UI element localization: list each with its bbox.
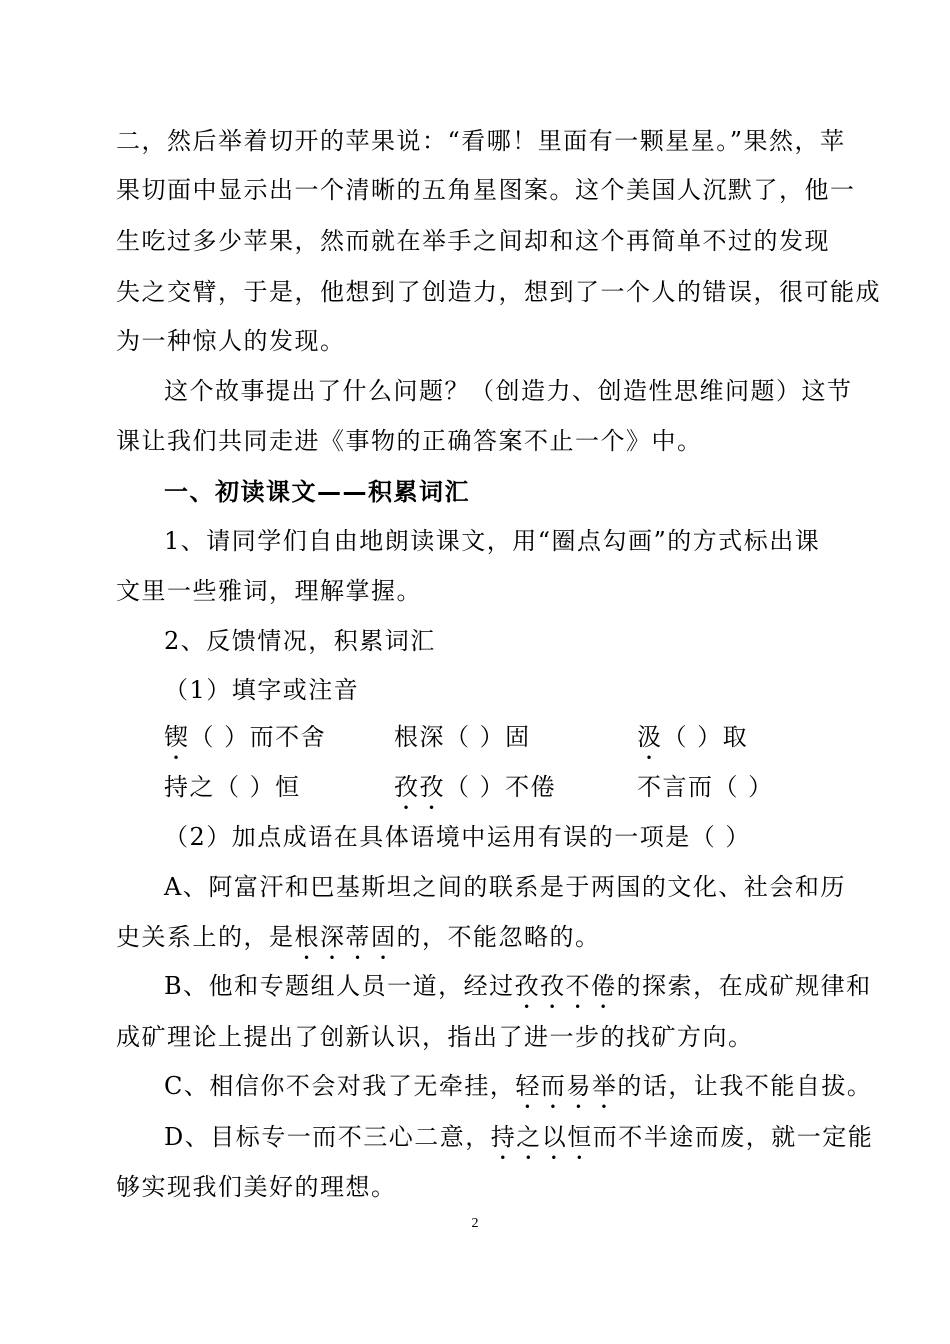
subtask-1: （1）填字或注音 [164,676,360,704]
paragraph-line: 失之交臂，于是，他想到了创造力，想到了一个人的错误，很可能成 [116,278,881,306]
paragraph-line: 课让我们共同走进《事物的正确答案不止一个》中。 [116,427,703,455]
paragraph-line: 二，然后举着切开的苹果说：“看哪！里面有一颗星星。”果然，苹 [116,127,846,155]
option-b-line: 成矿理论上提出了创新认识，指出了进一步的找矿方向。 [116,1023,754,1051]
fill-item: 根深（ ）固 [394,723,531,751]
dotted-idiom: 孜孜不倦 [514,972,617,1000]
task-1-line: 文里一些雅词，理解掌握。 [116,577,422,605]
dotted-idiom: 根深蒂固 [294,923,397,951]
paragraph-line: 这个故事提出了什么问题？（创造力、创造性思维问题）这节 [164,377,853,405]
dotted-idiom: 轻而易举 [515,1072,618,1100]
option-a-line: 史关系上的，是根深蒂固的，不能忽略的。 [116,923,601,951]
option-d-line: D、目标专一而不三心二意，持之以恒而不半途而废，就一定能 [164,1123,874,1151]
fill-item: 不言而（ ） [637,773,774,801]
subtask-2: （2）加点成语在具体语境中运用有误的一项是（ ） [164,823,751,851]
fill-item: 汲（ ）取 [637,723,749,751]
fill-row-2 [164,772,841,815]
option-a-line: A、阿富汗和巴基斯坦之间的联系是于两国的文化、社会和历 [164,873,846,901]
dotted-idiom: 持之以恒 [490,1123,593,1151]
fill-item: 孜孜（ ）不倦 [394,773,557,801]
option-d-line: 够实现我们美好的理想。 [116,1173,397,1201]
task-2: 2、反馈情况，积累词汇 [164,627,436,655]
page-number: 2 [471,1216,479,1231]
fill-row-1 [164,722,841,765]
option-c-line: C、相信你不会对我了无牵挂，轻而易举的话，让我不能自拔。 [164,1072,873,1100]
paragraph-line: 果切面中显示出一个清晰的五角星图案。这个美国人沉默了，他一 [116,176,856,204]
paragraph-line: 为一种惊人的发现。 [116,327,346,355]
option-b-line: B、他和专题组人员一道，经过孜孜不倦的探索，在成矿规律和 [164,972,872,1000]
fill-item: 锲（ ）而不舍 [164,723,327,751]
task-1-line: 1、请同学们自由地朗读课文，用“圈点勾画”的方式标出课 [164,527,821,555]
paragraph-line: 生吃过多少苹果，然而就在举手之间却和这个再简单不过的发现 [116,227,830,255]
fill-item: 持之（ ）恒 [164,773,301,801]
section-heading: 一、初读课文——积累词汇 [164,478,470,506]
